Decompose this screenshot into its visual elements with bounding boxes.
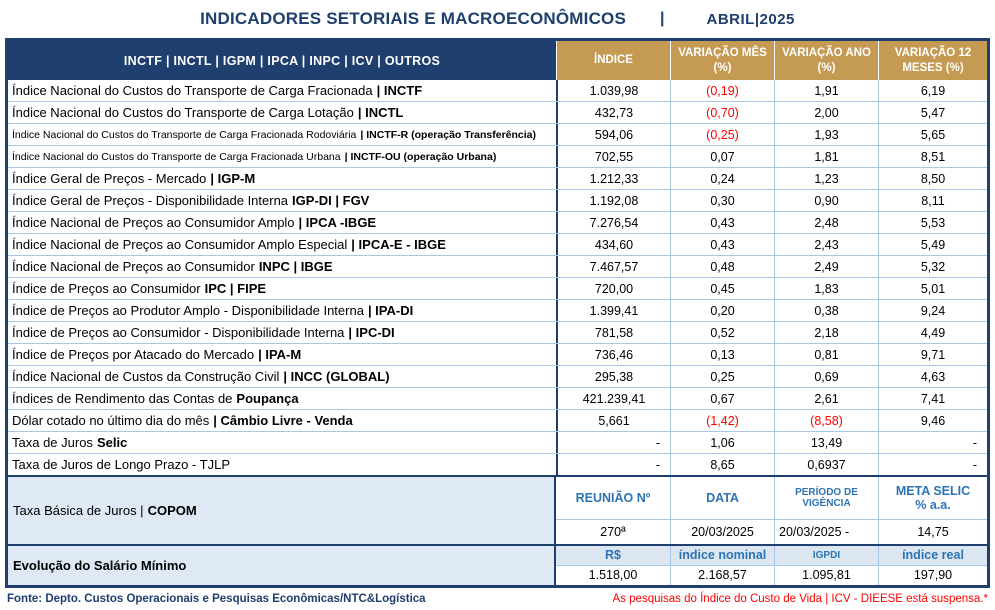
copom-header-data: DATA bbox=[670, 477, 774, 519]
variacao-ano-cell: 1,23 bbox=[774, 168, 878, 189]
variacao-mes-cell: 0,45 bbox=[670, 278, 774, 299]
indice-cell: 5,661 bbox=[556, 410, 670, 431]
variacao-ano-cell: 1,93 bbox=[774, 124, 878, 145]
indice-cell: 1.212,33 bbox=[556, 168, 670, 189]
indicators-table bbox=[5, 38, 990, 588]
row-label: Índice Nacional do Custos do Transporte de Carga Fracionada | INCTF bbox=[12, 83, 423, 98]
salario-igpdi-value: 1.095,81 bbox=[774, 566, 878, 585]
row-label: Índice Nacional do Custos do Transporte de Carga Fracionada Rodoviária | INCTF-R (operação Transferência) bbox=[12, 128, 537, 141]
variacao-ano-cell: 1,83 bbox=[774, 278, 878, 299]
variacao-ano-cell: 13,49 bbox=[774, 432, 878, 453]
variacao-ano-cell: 2,00 bbox=[774, 102, 878, 123]
indice-cell: 421.239,41 bbox=[556, 388, 670, 409]
indice-cell: 432,73 bbox=[556, 102, 670, 123]
table-row bbox=[8, 145, 987, 167]
variacao-12-meses-cell: 6,19 bbox=[878, 80, 987, 101]
row-label: Índice de Preços ao Consumidor IPC | FIPE bbox=[12, 281, 267, 296]
variacao-12-meses-cell: 4,63 bbox=[878, 366, 987, 387]
source-note: Fonte: Depto. Custos Operacionais e Pesquisas Econômicas/NTC&Logística bbox=[7, 593, 426, 605]
indice-cell: 295,38 bbox=[556, 366, 670, 387]
table-row bbox=[8, 321, 987, 343]
row-label: Dólar cotado no último dia do mês | Câmbio Livre - Venda bbox=[12, 413, 353, 428]
variacao-mes-cell: 0,25 bbox=[670, 366, 774, 387]
copom-vigencia-value: 20/03/2025 - bbox=[774, 520, 878, 544]
variacao-12-meses-cell: 5,53 bbox=[878, 212, 987, 233]
table-row bbox=[8, 409, 987, 431]
table-row bbox=[8, 365, 987, 387]
salario-header-indice-nominal: índice nominal bbox=[670, 546, 774, 565]
variacao-12-meses-cell: 5,47 bbox=[878, 102, 987, 123]
indice-cell: 7.276,54 bbox=[556, 212, 670, 233]
variacao-ano-cell: 1,81 bbox=[774, 146, 878, 167]
indice-cell: 434,60 bbox=[556, 234, 670, 255]
footer bbox=[0, 588, 995, 610]
table-header-row bbox=[8, 41, 987, 80]
variacao-mes-cell: 0,52 bbox=[670, 322, 774, 343]
variacao-mes-cell: 0,48 bbox=[670, 256, 774, 277]
copom-data-value: 20/03/2025 bbox=[670, 520, 774, 544]
copom-meta-selic-value: 14,75 bbox=[878, 520, 987, 544]
variacao-mes-cell: 8,65 bbox=[670, 454, 774, 475]
salario-indice-real-value: 197,90 bbox=[878, 566, 987, 585]
table-row bbox=[8, 101, 987, 123]
variacao-12-meses-cell: 8,11 bbox=[878, 190, 987, 211]
copom-header-reuniao: REUNIÃO Nº bbox=[575, 490, 651, 505]
variacao-12-meses-cell: 7,41 bbox=[878, 388, 987, 409]
variacao-mes-cell: 0,30 bbox=[670, 190, 774, 211]
row-label: Índice de Preços por Atacado do Mercado | IPA-M bbox=[12, 347, 302, 362]
indice-cell: 7.467,57 bbox=[556, 256, 670, 277]
icv-suspension-note: As pesquisas do Índice do Custo de Vida | ICV - DIEESE está suspensa.* bbox=[612, 593, 988, 605]
variacao-mes-cell: 0,07 bbox=[670, 146, 774, 167]
variacao-mes-cell: 0,24 bbox=[670, 168, 774, 189]
variacao-12-meses-cell: 4,49 bbox=[878, 322, 987, 343]
variacao-ano-cell: 0,90 bbox=[774, 190, 878, 211]
row-label: Índice Nacional do Custos do Transporte de Carga Fracionada Urbana | INCTF-OU (operação Urbana) bbox=[12, 150, 497, 163]
salario-indice-nominal-value: 2.168,57 bbox=[670, 566, 774, 585]
variacao-ano-cell: 2,43 bbox=[774, 234, 878, 255]
salario-minimo-section bbox=[8, 544, 987, 585]
table-row bbox=[8, 167, 987, 189]
copom-header-meta-selic: META SELIC % a.a. bbox=[878, 477, 987, 519]
variacao-mes-cell: 0,67 bbox=[670, 388, 774, 409]
variacao-ano-cell: 2,48 bbox=[774, 212, 878, 233]
copom-header-vigencia: PERÍODO DE VIGÊNCIA bbox=[774, 477, 878, 519]
table-row bbox=[8, 189, 987, 211]
table-row bbox=[8, 343, 987, 365]
variacao-ano-cell: 1,91 bbox=[774, 80, 878, 101]
variacao-12-meses-cell: 5,32 bbox=[878, 256, 987, 277]
table-row bbox=[8, 277, 987, 299]
row-label: Taxa de Juros Selic bbox=[12, 435, 128, 450]
index-groups-header: INCTF | INCTL | IGPM | IPCA | INPC | ICV | OUTROS bbox=[8, 41, 556, 80]
variacao-mes-cell: (0,70) bbox=[670, 102, 774, 123]
copom-reuniao-value: 270ª bbox=[600, 524, 626, 539]
table-row bbox=[8, 387, 987, 409]
row-label: Índices de Rendimento das Contas de Poupança bbox=[12, 391, 299, 406]
indice-cell: 736,46 bbox=[556, 344, 670, 365]
table-row bbox=[8, 453, 987, 475]
row-label: Índice de Preços ao Produtor Amplo - Disponibilidade Interna | IPA-DI bbox=[12, 303, 414, 318]
report-period: ABRIL|2025 bbox=[706, 10, 795, 28]
column-header-variacao-mes: VARIAÇÃO MÊS (%) bbox=[670, 41, 774, 80]
variacao-12-meses-cell: 5,01 bbox=[878, 278, 987, 299]
variacao-12-meses-cell: 9,24 bbox=[878, 300, 987, 321]
table-row bbox=[8, 80, 987, 101]
variacao-12-meses-cell: 8,51 bbox=[878, 146, 987, 167]
indice-cell: 781,58 bbox=[556, 322, 670, 343]
copom-label-text: Taxa Básica de Juros | bbox=[13, 503, 144, 518]
row-label: Índice Nacional de Preços ao Consumidor INPC | IBGE bbox=[12, 259, 333, 274]
indice-cell: 1.192,08 bbox=[556, 190, 670, 211]
variacao-mes-cell: 0,13 bbox=[670, 344, 774, 365]
salario-label-bold: Evolução do Salário Mínimo bbox=[13, 558, 187, 573]
page-title: INDICADORES SETORIAIS E MACROECONÔMICOS bbox=[200, 9, 627, 28]
salario-header-reais: R$ bbox=[605, 548, 621, 563]
variacao-mes-cell: (0,25) bbox=[670, 124, 774, 145]
variacao-mes-cell: 0,43 bbox=[670, 234, 774, 255]
variacao-12-meses-cell: 5,49 bbox=[878, 234, 987, 255]
variacao-mes-cell: 0,43 bbox=[670, 212, 774, 233]
variacao-mes-cell: (0,19) bbox=[670, 80, 774, 101]
variacao-mes-cell: (1,42) bbox=[670, 410, 774, 431]
salario-subheader-row bbox=[556, 546, 987, 565]
table-row bbox=[8, 431, 987, 453]
row-label: Índice Nacional de Preços ao Consumidor Amplo Especial | IPCA-E - IBGE bbox=[12, 237, 446, 252]
table-row bbox=[8, 123, 987, 145]
table-row bbox=[8, 255, 987, 277]
variacao-ano-cell: 2,18 bbox=[774, 322, 878, 343]
variacao-ano-cell: (8,58) bbox=[774, 410, 878, 431]
variacao-mes-cell: 1,06 bbox=[670, 432, 774, 453]
variacao-ano-cell: 2,49 bbox=[774, 256, 878, 277]
variacao-mes-cell: 0,20 bbox=[670, 300, 774, 321]
variacao-12-meses-cell: - bbox=[878, 454, 987, 475]
variacao-ano-cell: 0,69 bbox=[774, 366, 878, 387]
row-label: Índice Nacional do Custos do Transporte de Carga Lotação | INCTL bbox=[12, 105, 404, 120]
row-label: Índice de Preços ao Consumidor - Disponibilidade Interna | IPC-DI bbox=[12, 325, 395, 340]
column-header-variacao-ano: VARIAÇÃO ANO (%) bbox=[774, 41, 878, 80]
indice-cell: - bbox=[556, 454, 670, 475]
salario-label bbox=[8, 546, 556, 585]
indice-cell: 1.039,98 bbox=[556, 80, 670, 101]
variacao-12-meses-cell: 9,71 bbox=[878, 344, 987, 365]
table-row bbox=[8, 233, 987, 255]
page-title-bar bbox=[0, 0, 995, 38]
variacao-12-meses-cell: 9,46 bbox=[878, 410, 987, 431]
variacao-12-meses-cell: - bbox=[878, 432, 987, 453]
indice-cell: 702,55 bbox=[556, 146, 670, 167]
copom-label-bold: COPOM bbox=[147, 503, 197, 518]
variacao-12-meses-cell: 8,50 bbox=[878, 168, 987, 189]
row-label: Índice Geral de Preços - Mercado | IGP-M bbox=[12, 171, 256, 186]
salario-reais-value: 1.518,00 bbox=[588, 568, 638, 583]
variacao-ano-cell: 2,61 bbox=[774, 388, 878, 409]
salario-values-row bbox=[556, 565, 987, 585]
title-separator: | bbox=[660, 10, 665, 27]
row-label: Índice Nacional de Custos da Construção Civil | INCC (GLOBAL) bbox=[12, 369, 390, 384]
variacao-12-meses-cell: 5,65 bbox=[878, 124, 987, 145]
row-label: Taxa de Juros de Longo Prazo - TJLP bbox=[12, 457, 230, 472]
indice-cell: 1.399,41 bbox=[556, 300, 670, 321]
copom-label bbox=[8, 477, 556, 544]
variacao-ano-cell: 0,81 bbox=[774, 344, 878, 365]
table-row bbox=[8, 299, 987, 321]
indice-cell: 720,00 bbox=[556, 278, 670, 299]
copom-subheader-row bbox=[556, 477, 987, 519]
row-label: Índice Nacional de Preços ao Consumidor Amplo | IPCA -IBGE bbox=[12, 215, 377, 230]
row-label: Índice Geral de Preços - Disponibilidade Interna IGP-DI | FGV bbox=[12, 193, 370, 208]
salario-header-igpdi: IGPDI bbox=[774, 546, 878, 565]
indice-cell: - bbox=[556, 432, 670, 453]
table-body bbox=[8, 80, 987, 475]
column-header-variacao-12-meses: VARIAÇÃO 12 MESES (%) bbox=[878, 41, 987, 80]
indice-cell: 594,06 bbox=[556, 124, 670, 145]
variacao-ano-cell: 0,38 bbox=[774, 300, 878, 321]
copom-section bbox=[8, 475, 987, 544]
variacao-ano-cell: 0,6937 bbox=[774, 454, 878, 475]
salario-header-indice-real: índice real bbox=[878, 546, 987, 565]
table-row bbox=[8, 211, 987, 233]
column-header-indice: ÍNDICE bbox=[556, 41, 670, 80]
copom-values-row bbox=[556, 519, 987, 544]
